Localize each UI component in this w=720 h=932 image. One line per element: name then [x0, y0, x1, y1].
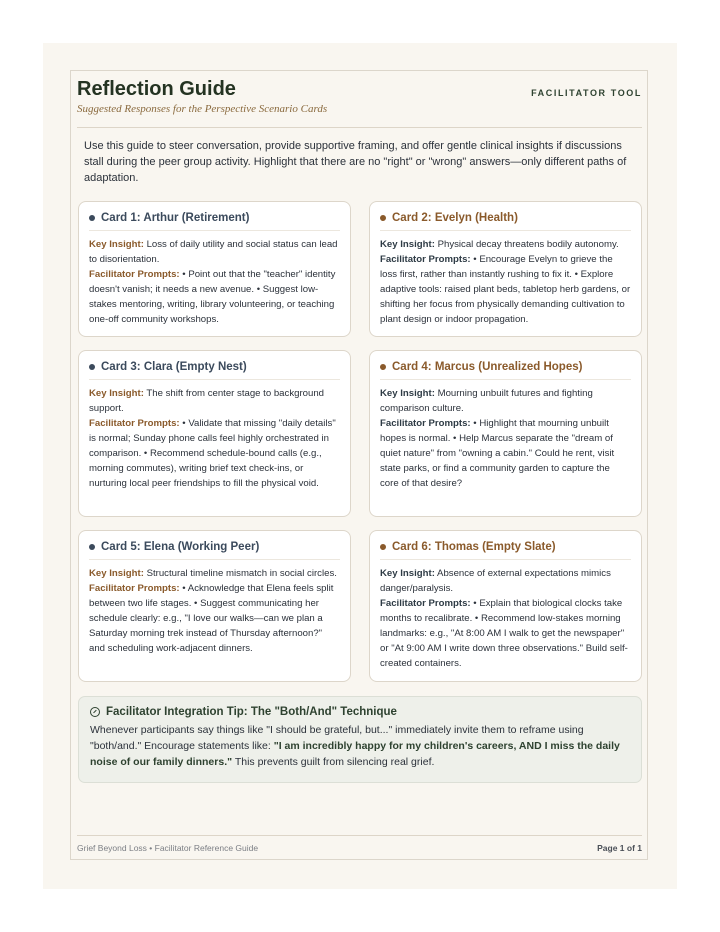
- page-title: Reflection Guide: [77, 78, 236, 100]
- key-insight: [89, 566, 340, 581]
- facilitator-prompts: [89, 581, 340, 656]
- header-divider: [77, 127, 642, 128]
- key-insight-text: Structural timeline mismatch in social circles.: [146, 568, 337, 579]
- bullet-dot-icon: [380, 544, 386, 550]
- key-insight: [380, 386, 631, 416]
- key-insight-label: Key Insight:: [89, 239, 144, 250]
- scenario-card-6: [369, 530, 642, 682]
- scenario-card-1: [78, 201, 351, 337]
- key-insight-text: Loss of daily utility and social status can lead to disorientation.: [89, 239, 338, 265]
- footer-source: Grief Beyond Loss • Facilitator Reference Guide: [77, 843, 259, 853]
- key-insight: [380, 566, 631, 596]
- prompts-text: • Encourage Evelyn to grieve the loss first, rather than instantly rushing to fix it. • Explore adaptive tools: raised plant beds, tabletop herb gardens, or shifting her focus from physically demanding cultivation to plant design or indoor propagation.: [380, 254, 631, 325]
- scenario-card-3: [78, 350, 351, 517]
- prompts-text: • Highlight that mourning unbuilt hopes is normal. • Help Marcus separate the "dream of quiet nature" from "owning a cabin." Could he rent, visit state parks, or find a community garden to capture the core of that desire?: [380, 418, 615, 489]
- prompts-label: Facilitator Prompts:: [89, 418, 180, 429]
- key-insight-text: The shift from center stage to background support.: [89, 388, 324, 414]
- facilitator-prompts: [89, 416, 340, 491]
- card-title: Card 1: Arthur (Retirement): [101, 212, 250, 224]
- key-insight-text: Mourning unbuilt futures and fighting comparison culture.: [380, 388, 593, 414]
- prompts-text: • Point out that the "teacher" identity doesn't vanish; it needs a new avenue. • Suggest low-stakes mentoring, writing, library volunteering, or teaching one-off community workshops.: [89, 269, 336, 325]
- tip-title: Facilitator Integration Tip: The "Both/And" Technique: [106, 706, 397, 718]
- facilitator-prompts: [380, 252, 631, 327]
- prompts-label: Facilitator Prompts:: [89, 583, 180, 594]
- prompts-label: Facilitator Prompts:: [380, 598, 471, 609]
- card-title: Card 2: Evelyn (Health): [392, 212, 518, 224]
- key-insight: [89, 237, 340, 267]
- facilitator-prompts: [380, 416, 631, 491]
- intro-paragraph: Use this guide to steer conversation, provide supportive framing, and offer gentle clinical insights if discussions stall during the peer group activity. Highlight that there are no "right" or "wrong" answers—only different paths of adaptation.: [84, 140, 627, 184]
- facilitator-prompts: [89, 267, 340, 327]
- prompts-text: • Explain that biological clocks take months to recalibrate. • Recommend low-stakes morning landmarks: e.g., "At 8:00 AM I walk to get the newspaper" or "At 9:00 AM I write down three observations." Build self-created containers.: [380, 598, 628, 669]
- page-number: Page 1 of 1: [597, 843, 642, 853]
- tip-text-before: Whenever participants say things like "I should be grateful, but..." immediately invite them to reframe using "both/and." Encourage statements like:: [90, 724, 584, 752]
- bullet-dot-icon: [89, 364, 95, 370]
- integration-tip-box: [78, 696, 642, 783]
- key-insight-text: Absence of external expectations mimics danger/paralysis.: [380, 568, 611, 594]
- card-header: [380, 541, 631, 560]
- prompts-label: Facilitator Prompts:: [89, 269, 180, 280]
- bullet-dot-icon: [89, 544, 95, 550]
- prompts-label: Facilitator Prompts:: [380, 418, 471, 429]
- key-insight: [89, 386, 340, 416]
- card-title: Card 5: Elena (Working Peer): [101, 541, 260, 553]
- bullet-dot-icon: [380, 364, 386, 370]
- tip-header: [90, 706, 630, 718]
- tip-text-after: This prevents guilt from silencing real grief.: [232, 756, 435, 768]
- scenario-card-5: [78, 530, 351, 682]
- card-header: [380, 212, 631, 231]
- prompts-label: Facilitator Prompts:: [380, 254, 471, 265]
- facilitator-tag: FACILITATOR TOOL: [531, 88, 642, 98]
- key-insight-label: Key Insight:: [380, 239, 435, 250]
- card-title: Card 4: Marcus (Unrealized Hopes): [392, 361, 583, 373]
- prompts-text: • Acknowledge that Elena feels split between two life stages. • Suggest communicating her schedule clearly: e.g., "I love our walks—can we plan a Saturday morning trek instead of Thursday afternoon?" and scheduling work-adjacent dinners.: [89, 583, 334, 654]
- footer-divider: [77, 835, 642, 836]
- compass-icon: [90, 707, 100, 717]
- key-insight-label: Key Insight:: [89, 388, 144, 399]
- key-insight-label: Key Insight:: [380, 388, 435, 399]
- key-insight-label: Key Insight:: [380, 568, 435, 579]
- scenario-card-4: [369, 350, 642, 517]
- card-header: [380, 361, 631, 380]
- page-subtitle: Suggested Responses for the Perspective Scenario Cards: [77, 103, 328, 115]
- key-insight-text: Physical decay threatens bodily autonomy.: [437, 239, 619, 250]
- card-header: [89, 212, 340, 231]
- card-header: [89, 541, 340, 560]
- prompts-text: • Validate that missing "daily details" is normal; Sunday phone calls feel highly orchestrated in comparison. • Recommend schedule-bound calls (e.g., morning commutes), writing brief text check-ins, or nurturing local peer friendships to fill the physical void.: [89, 418, 336, 489]
- scenario-card-2: [369, 201, 642, 337]
- key-insight: [380, 237, 631, 252]
- card-title: Card 6: Thomas (Empty Slate): [392, 541, 556, 553]
- card-header: [89, 361, 340, 380]
- tip-emphasis: "I am incredibly happy for my children's careers, AND I miss the daily noise of our family dinners.": [90, 740, 620, 768]
- bullet-dot-icon: [89, 215, 95, 221]
- card-title: Card 3: Clara (Empty Nest): [101, 361, 247, 373]
- facilitator-prompts: [380, 596, 631, 671]
- tip-text: [90, 722, 630, 770]
- bullet-dot-icon: [380, 215, 386, 221]
- key-insight-label: Key Insight:: [89, 568, 144, 579]
